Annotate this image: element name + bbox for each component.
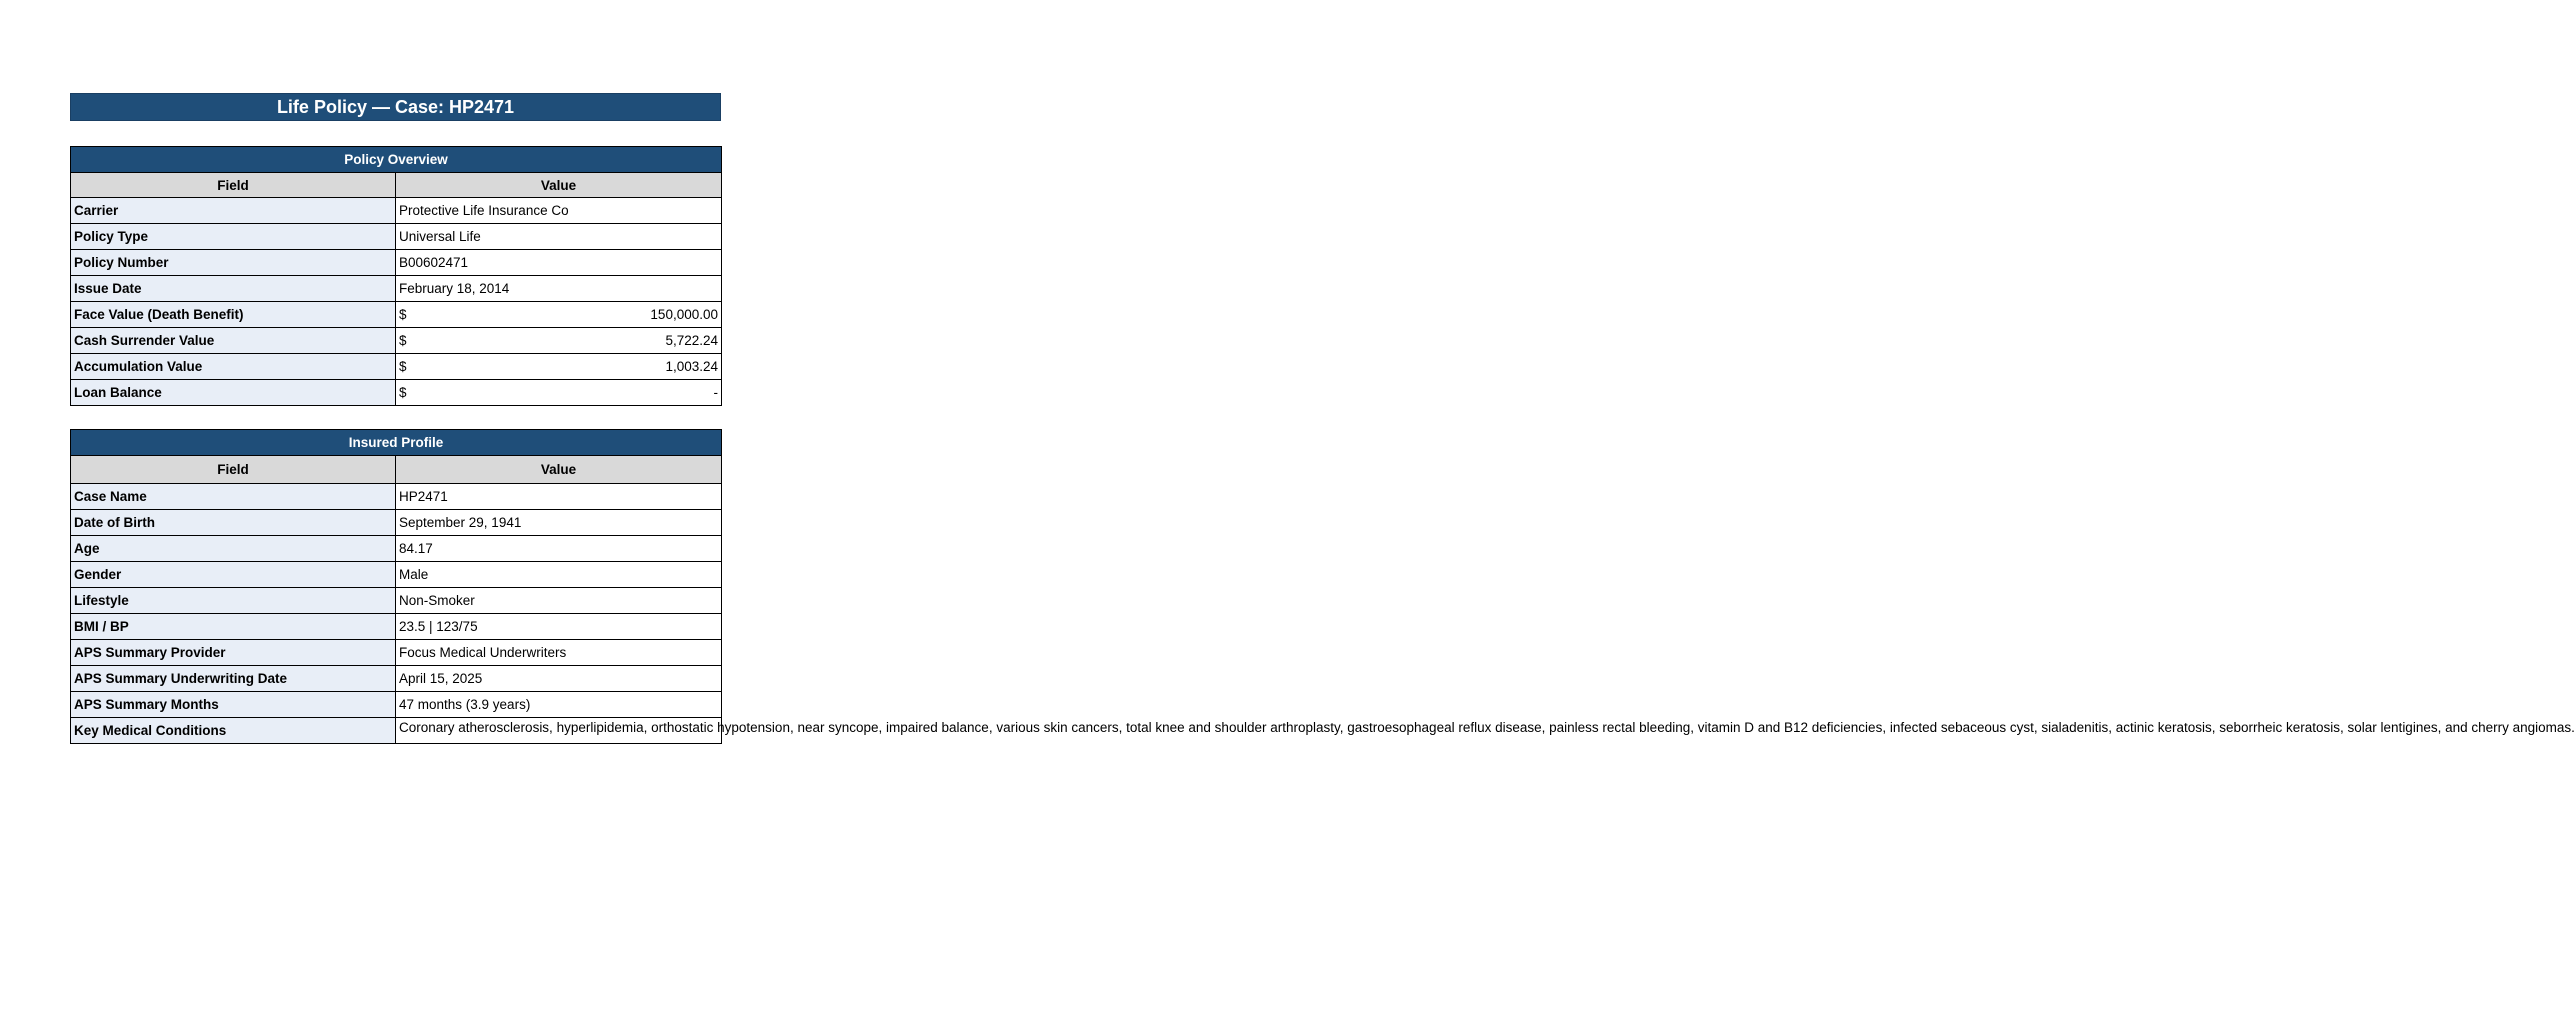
table-row [71,380,722,406]
row-value [396,328,722,354]
row-label: APS Summary Months [71,692,396,718]
document-title: Life Policy — Case: HP2471 [70,93,721,121]
table-row [71,510,722,536]
row-value: Universal Life [396,224,722,250]
row-label: APS Summary Provider [71,640,396,666]
table-row [71,276,722,302]
policy-overview-heading: Policy Overview [71,147,722,173]
row-value: Male [396,562,722,588]
row-value [396,302,722,328]
row-label: Loan Balance [71,380,396,406]
table-row [71,224,722,250]
insured-profile-table [70,429,2575,744]
insured-profile-heading: Insured Profile [71,430,722,456]
row-label: APS Summary Underwriting Date [71,666,396,692]
row-value: HP2471 [396,484,722,510]
row-label: Gender [71,562,396,588]
row-label: Accumulation Value [71,354,396,380]
row-value [396,380,722,406]
table-row [71,484,722,510]
amount: 1,003.24 [665,359,718,374]
currency-symbol: $ [399,333,407,348]
table-row [71,692,722,718]
amount: 5,722.24 [665,333,718,348]
amount: - [713,385,718,400]
row-label: Age [71,536,396,562]
policy-overview-table [70,146,722,406]
row-label: Key Medical Conditions [71,718,396,744]
row-label: Case Name [71,484,396,510]
row-label: Policy Number [71,250,396,276]
row-value: Coronary atherosclerosis, hyperlipidemia, orthostatic hypotension, near syncope, impaired balance, various skin cancers, total knee and shoulder arthroplasty, gastroesophageal reflux disease, painless rectal bleeding, vitamin D and B12 deficiencies, infected sebaceous cyst, sialadenitis, actinic keratosis, seborrheic keratosis, solar lentigines, and cherry angiomas. [396,718,722,744]
row-value: 84.17 [396,536,722,562]
currency-symbol: $ [399,307,407,322]
table-row [71,614,722,640]
row-value [396,354,722,380]
column-header-value: Value [396,456,722,484]
row-value: B00602471 [396,250,722,276]
table-row [71,354,722,380]
row-label: Issue Date [71,276,396,302]
row-value: 23.5 | 123/75 [396,614,722,640]
row-label: Carrier [71,198,396,224]
currency-symbol: $ [399,385,407,400]
currency-symbol: $ [399,359,407,374]
row-label: Date of Birth [71,510,396,536]
row-value: February 18, 2014 [396,276,722,302]
table-row [71,302,722,328]
row-label: BMI / BP [71,614,396,640]
table-row [71,536,722,562]
row-label: Cash Surrender Value [71,328,396,354]
row-value: September 29, 1941 [396,510,722,536]
row-value: Non-Smoker [396,588,722,614]
row-value: Protective Life Insurance Co [396,198,722,224]
table-row [71,588,722,614]
row-value: 47 months (3.9 years) [396,692,722,718]
amount: 150,000.00 [650,307,718,322]
column-header-field: Field [71,456,396,484]
column-header-field: Field [71,173,396,198]
row-label: Face Value (Death Benefit) [71,302,396,328]
table-row [71,666,722,692]
table-row [71,198,722,224]
column-header-value: Value [396,173,722,198]
row-label: Lifestyle [71,588,396,614]
table-row [71,640,722,666]
row-label: Policy Type [71,224,396,250]
row-value: Focus Medical Underwriters [396,640,722,666]
table-row [71,718,722,744]
table-row [71,250,722,276]
row-value: April 15, 2025 [396,666,722,692]
table-row [71,562,722,588]
table-row [71,328,722,354]
